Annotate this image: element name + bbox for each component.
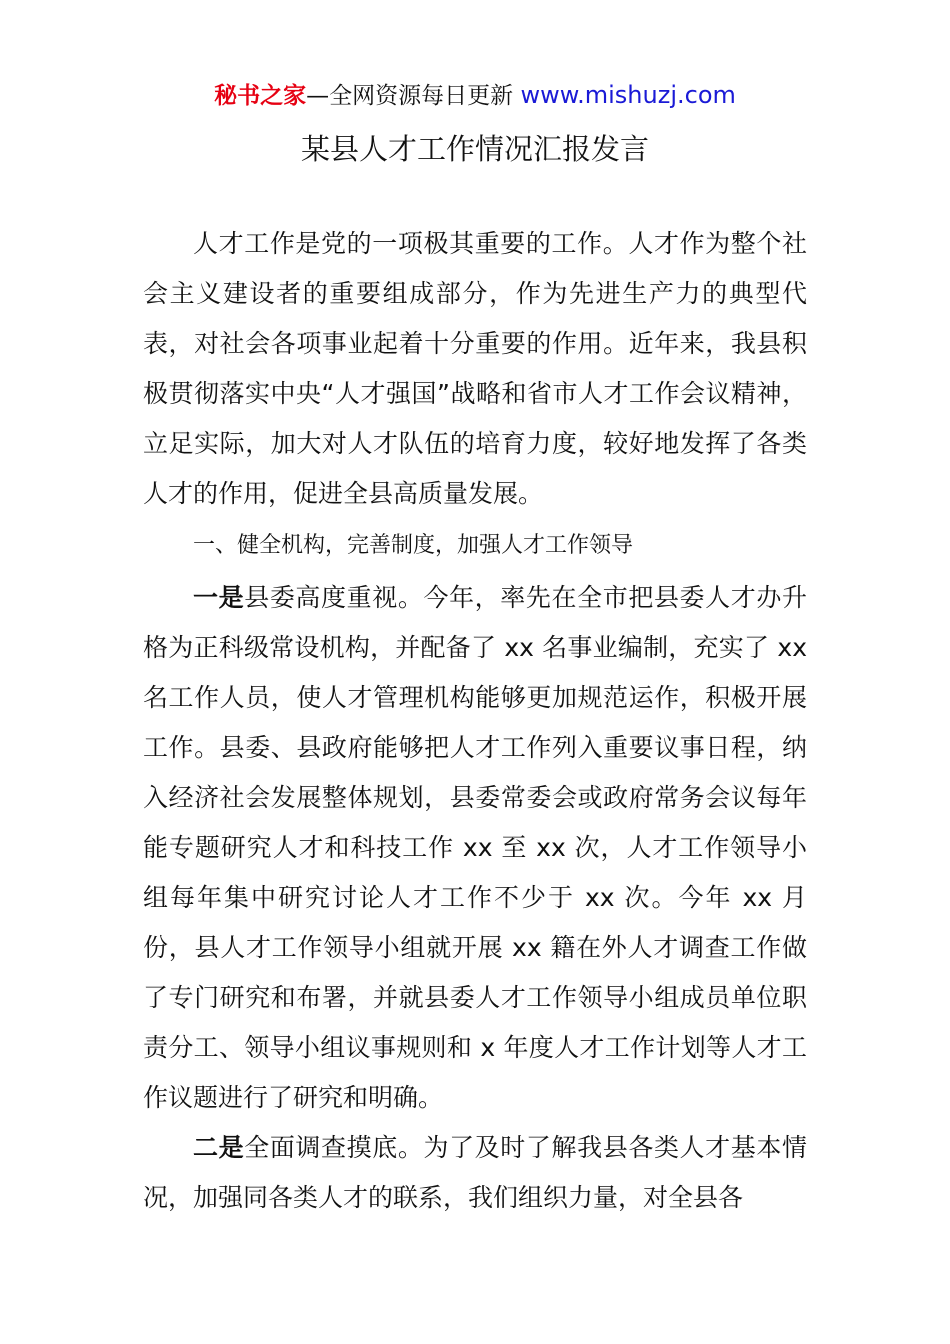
paragraph-first-point [143,573,807,1123]
section-heading: 一、健全机构，完善制度，加强人才工作领导 [193,533,634,558]
point-text: 县委高度重视。今年，率先在全市把县委人才办升格为正科级常设机构，并配备了 xx 名事业编制，充实了 xx 名工作人员，使人才管理机构能够更加规范运作，积极开展工作。县委、县政府能够把人才工作列入重要议事日程，纳入经济社会发展整体规划，县委常委会或政府常务会议每年能专题研究人才和科技工作 xx 至 xx 次，人才工作领导小组每年集中研究讨论人才工作不少于 xx 次。今年 xx 月份，县人才工作领导小组就开展 xx 籍在外人才调查工作做了专门研究和布署，并就县委人才工作领导小组成员单位职责分工、领导小组议事规则和 x 年度人才工作计划等人才工作议题进行了研究和明确。 [143,583,807,1112]
document-body [143,219,807,1223]
site-url-link[interactable]: www.mishuzj.com [520,81,736,109]
point-text: 全面调查摸底。为了及时了解我县各类人才基本情况，加强同各类人才的联系，我们组织力量，对全县各 [143,1133,807,1212]
point-lead: 一是 [193,583,245,612]
site-header [0,78,950,113]
document-title: 某县人才工作情况汇报发言 [300,132,649,166]
header-slogan: —全网资源每日更新 [306,83,514,109]
paragraph-second-point [143,1123,807,1223]
point-lead: 二是 [193,1133,245,1162]
intro-paragraph: 人才工作是党的一项极其重要的工作。人才作为整个社会主义建设者的重要组成部分，作为先进生产力的典型代表，对社会各项事业起着十分重要的作用。近年来，我县积极贯彻落实中央“人才强国”战略和省市人才工作会议精神，立足实际，加大对人才队伍的培育力度，较好地发挥了各类人才的作用，促进全县高质量发展。 [143,229,807,508]
brand-name: 秘书之家 [214,83,307,109]
